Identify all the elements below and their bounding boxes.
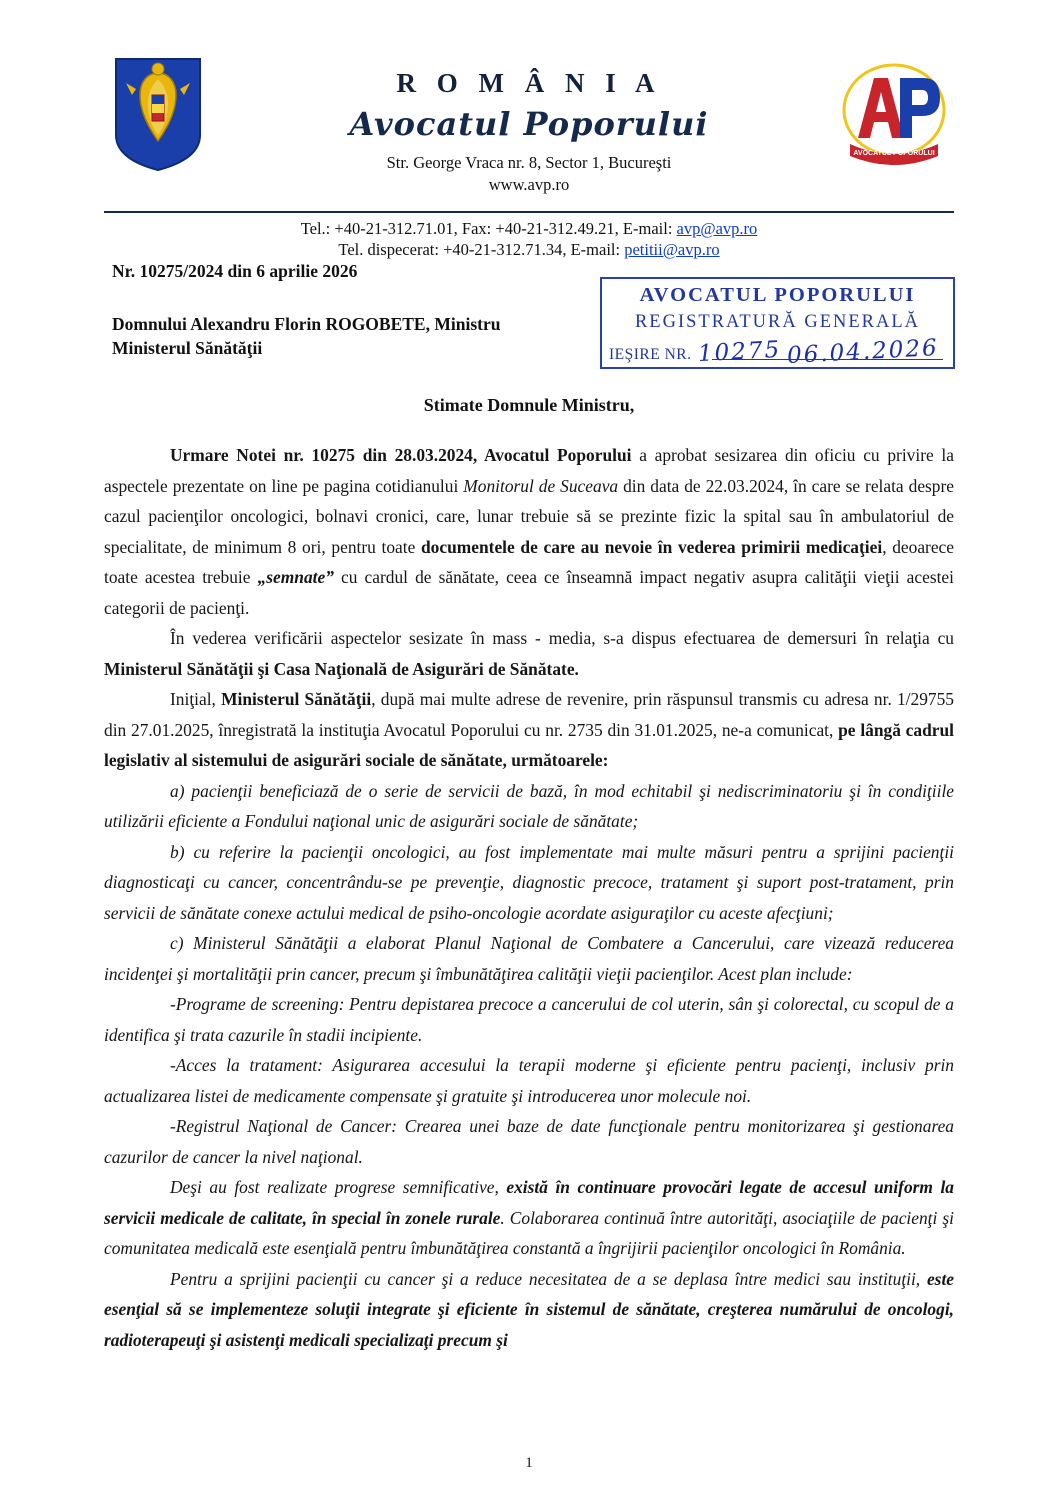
- text-run: , deoarece toate acestea trebuie: [104, 536, 954, 587]
- letterhead: [0, 0, 1058, 194]
- body-paragraph: [104, 1264, 954, 1356]
- text-run: este esenţial să se implementeze soluţii integrate şi eficiente în sistemul de sănătate, creşterea numărului de oncologi, radioterapeuţi şi asistenţi medicali specializaţi precum şi: [104, 1268, 954, 1350]
- stamp-underline: [712, 359, 943, 360]
- body-paragraph: [104, 989, 954, 1050]
- email-link-avp[interactable]: avp@avp.ro: [676, 219, 758, 238]
- stamp-registry: REGISTRATURĂ GENERALĂ: [634, 312, 921, 332]
- body-paragraph: [104, 623, 954, 684]
- body-paragraph: [104, 684, 954, 776]
- letterhead-center: [0, 68, 1058, 195]
- text-run: există în continuare provocări legate de accesul uniform la servicii medicale de calitate, în special în zonele rurale: [104, 1177, 954, 1228]
- country-title: R O M Â N I A: [396, 68, 662, 98]
- header-divider: [104, 211, 954, 213]
- salutation: Stimate Domnule Ministru,: [423, 395, 635, 415]
- institution-address: Str. George Vraca nr. 8, Sector 1, Bucureşti: [386, 153, 672, 172]
- text-run: cu cardul de sănătate, ceea ce înseamnă impact negativ asupra calităţii vieţii acestei categorii de pacienţi.: [104, 567, 954, 618]
- stamp-exit-label: IEŞIRE NR.: [609, 346, 692, 363]
- stamp-handwritten-number: 10275: [696, 336, 782, 368]
- addressee-block: [112, 312, 500, 360]
- institution-website: www.avp.ro: [488, 175, 570, 194]
- contact-line-1: [0, 218, 1058, 239]
- text-run: Ministerul Sănătăţii: [221, 689, 372, 709]
- contact-line-2-text: Tel. dispecerat: +40-21-312.71.34, E-mail:: [338, 240, 625, 259]
- institution-title: Avocatul Poporului: [349, 105, 709, 143]
- registration-number: Nr. 10275/2024 din 6 aprilie 2026: [112, 261, 358, 281]
- text-run: b) cu referire la pacienţii oncologici, au fost implementate mai multe măsuri pentru a sprijini pacienţii diagnosticaţi cu cancer, concentrându-se pe prevenţie, diagnostic precoce, tratament şi suport post-tratament, prin servicii de sănătate conexe actului medical de psiho-oncologie acordate asiguraţilor cu aceste afecţiuni;: [104, 841, 954, 923]
- text-run: a) pacienţii beneficiază de o serie de servicii de bază, în mod echitabil şi nediscriminatoriu şi în condiţiile utilizării eficiente a Fondului naţional unic de asigurări sociale de sănătate;: [104, 780, 954, 831]
- contact-line-1-text: Tel.: +40-21-312.71.01, Fax: +40-21-312.49.21, E-mail:: [300, 219, 677, 238]
- body-paragraph: [104, 928, 954, 989]
- text-run: Pentru a sprijini pacienţii cu cancer şi a reduce necesitatea de a se deplasa între medici sau instituţii,: [170, 1268, 927, 1289]
- text-run: Urmare Notei nr. 10275 din 28.03.2024, Avocatul Poporului: [170, 445, 632, 465]
- body-paragraph: [104, 837, 954, 929]
- text-run: -Acces la tratament: Asigurarea accesului la terapii moderne şi eficiente pentru pacienţi, inclusiv prin actualizarea listei de medicamente compensate şi gratuite şi introducerea unor molecule noi.: [104, 1055, 954, 1106]
- page-number: 1: [525, 1455, 533, 1471]
- contact-line-2: [0, 239, 1058, 260]
- text-run: , după mai multe adrese de revenire, prin răspunsul transmis cu adresa nr. 1/29755 din 27.01.2025, înregistrată la instituţia Avocatul Poporului cu nr. 2735 din 31.01.2025, ne-a comunicat,: [104, 689, 954, 740]
- text-run: „semnate”: [257, 567, 334, 587]
- text-run: Iniţial,: [170, 689, 222, 709]
- text-run: Deşi au fost realizate progrese semnificative,: [170, 1177, 507, 1197]
- contact-block: [0, 218, 1058, 260]
- stamp-handwritten-date: 06.04.2026: [786, 335, 939, 369]
- body-paragraph: [104, 776, 954, 837]
- body-paragraph: [104, 1172, 954, 1264]
- text-run: -Registrul Naţional de Cancer: Crearea unei baze de date funcţionale pentru monitorizarea şi gestionarea cazurilor de cancer la nivel naţional.: [104, 1116, 954, 1167]
- addressee-line-1: Domnului Alexandru Florin ROGOBETE, Ministru: [112, 314, 501, 334]
- text-run: c) Ministerul Sănătăţii a elaborat Planul Naţional de Combatere a Cancerului, care vizează reducerea incidenţei şi mortalităţii prin cancer, precum şi îmbunătăţirea calităţii vieţii pacienţilor. Acest plan include:: [104, 933, 954, 984]
- addressee-line-2: Ministerul Sănătăţii: [112, 338, 263, 358]
- letter-body: [104, 440, 954, 1355]
- email-link-petitii[interactable]: petitii@avp.ro: [624, 240, 720, 259]
- text-run: din data de 22.03.2024, în care se relata despre cazul pacienţilor oncologici, bolnavi cronici, care, lunar trebuie să se prezinte fizic la spital sau în ambulatoriul de specialitate, de minimum 8 ori, pentru toate: [104, 475, 955, 557]
- svg-text:AVOCATUL POPORULUI: AVOCATUL POPORULUI: [853, 150, 935, 157]
- text-run: -Programe de screening: Pentru depistarea precoce a cancerului de col uterin, sân şi colorectal, cu scopul de a identifica şi trata cazurile în stadii incipiente.: [104, 994, 954, 1045]
- stamp-exit-row: [609, 335, 953, 369]
- text-run: . Colaborarea continuă între autorităţi, asociaţiile de pacienţi şi comunitatea medicală este esenţială pentru îmbunătăţirea constantă a îngrijirii pacienţilor oncologici în România.: [104, 1207, 954, 1258]
- body-paragraph: [104, 1111, 954, 1172]
- text-run: Ministerul Sănătăţii şi Casa Naţională de Asigurări de Sănătate.: [104, 658, 579, 679]
- body-paragraph: [104, 1050, 954, 1111]
- text-run: În vederea verificării aspectelor sesizate în mass - media, s-a dispus efectuarea de demersuri în relaţia cu: [170, 628, 954, 648]
- stamp-institution: AVOCATUL POPORULUI: [639, 284, 916, 306]
- text-run: Monitorul de Suceava: [463, 475, 619, 496]
- text-run: documentele de care au nevoie în vederea primirii medicaţiei: [421, 536, 883, 557]
- text-run: a aprobat sesizarea din oficiu cu privire la aspectele prezentate on line pe pagina cotidianului: [104, 445, 954, 496]
- body-paragraph: [104, 440, 954, 623]
- registry-stamp: [600, 277, 955, 369]
- text-run: pe lângă cadrul legislativ al sistemului de asigurări sociale de sănătate, următoarele:: [104, 719, 954, 770]
